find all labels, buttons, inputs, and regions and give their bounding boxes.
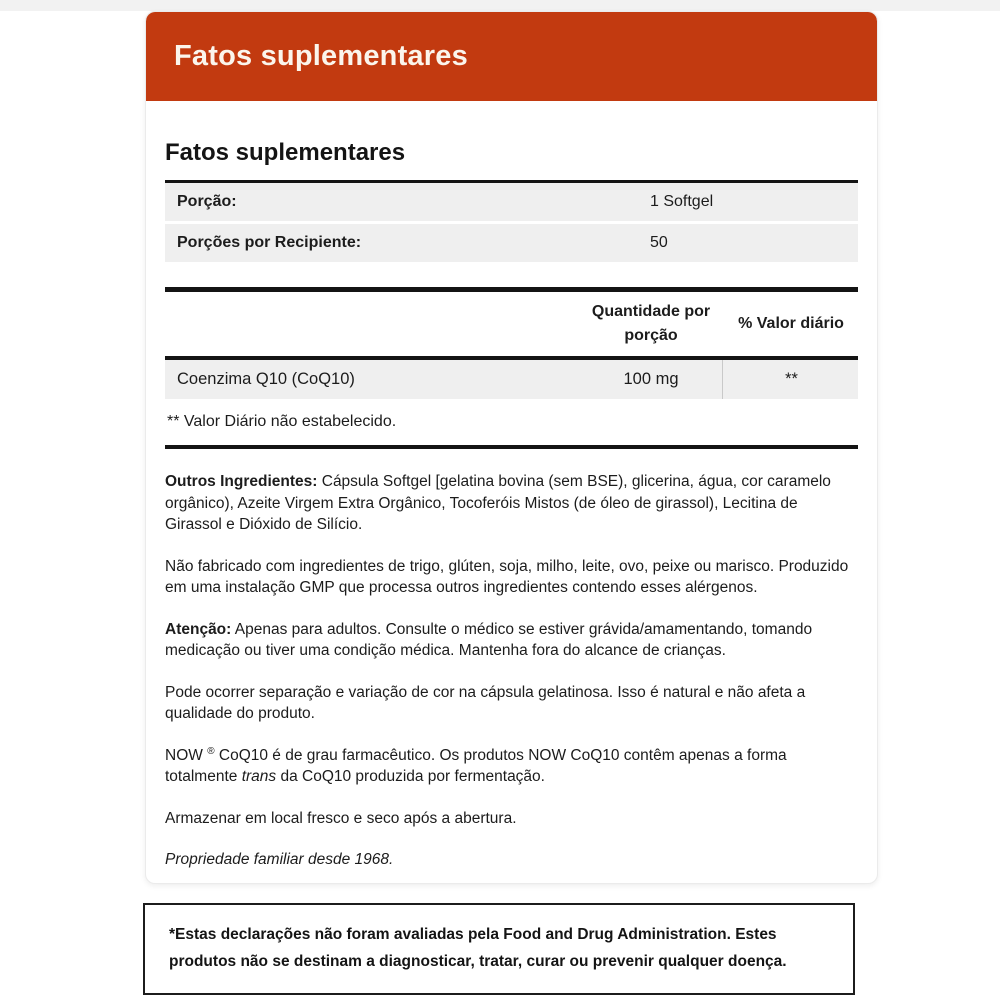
- caution-lead: Atenção:: [165, 620, 232, 638]
- brand-name: NOW: [165, 746, 203, 764]
- serving-size-row: [165, 183, 858, 221]
- other-ingredients-paragraph: [165, 471, 858, 536]
- pharmaceutical-grade-text-mid: CoQ10 é de grau farmacêutico. Os produtos NOW CoQ10 contêm apenas a forma totalmente: [165, 746, 787, 785]
- nutrient-table: [165, 287, 858, 449]
- other-ingredients-text: Cápsula Softgel [gelatina bovina (sem BSE), glicerina, água, cor caramelo orgânico), Azeite Virgem Extra Orgânico, Tocoferóis Mistos (de óleo de girassol), Lecitina de Girassol e Dióxido de Silício.: [165, 473, 831, 533]
- caution-text: Apenas para adultos. Consulte o médico se estiver grávida/amamentando, tomando medicação ou tiver uma condição médica. Mantenha fora do alcance de crianças.: [165, 620, 813, 659]
- registered-trademark-symbol: ®: [207, 745, 215, 757]
- serving-info-table: [165, 180, 858, 262]
- servings-per-container-row: [165, 224, 858, 262]
- fda-disclaimer-text: *Estas declarações não foram avaliadas pela Food and Drug Administration. Estes produtos não se destinam a diagnosticar, tratar, curar ou prevenir qualquer doença.: [169, 926, 787, 970]
- color-variation-text: Pode ocorrer separação e variação de cor na cápsula gelatinosa. Isso é natural e não afeta a qualidade do produto.: [165, 683, 806, 722]
- servings-per-container-value: 50: [650, 234, 668, 251]
- serving-size-value: 1 Softgel: [650, 193, 714, 210]
- nutrient-amount: 100 mg: [623, 370, 679, 388]
- other-ingredients-lead: Outros Ingredientes:: [165, 473, 318, 490]
- nutrient-name: Coenzima Q10 (CoQ10): [177, 370, 355, 388]
- panel-heading: Fatos suplementares: [165, 139, 406, 166]
- allergen-text: Não fabricado com ingredientes de trigo, glúten, soja, milho, leite, ovo, peixe ou marisco. Produzido em uma instalação GMP que processa outros ingredientes contendo esses alérgenos.: [165, 557, 849, 596]
- nutrient-table-header: [165, 292, 858, 360]
- amount-per-serving-header: Quantidade por porção: [591, 303, 711, 344]
- nutrient-row-coq10: [165, 360, 858, 399]
- supplement-facts-banner: [146, 12, 877, 101]
- storage-text: Armazenar em local fresco e seco após a abertura.: [165, 809, 517, 827]
- card-body: [146, 139, 877, 871]
- family-owned-paragraph: [165, 849, 858, 871]
- trans-italic-word: trans: [241, 768, 277, 785]
- pharmaceutical-grade-text-end: da CoQ10 produzida por fermentação.: [276, 768, 545, 785]
- daily-value-header: % Valor diário: [738, 315, 844, 332]
- banner-title: Fatos suplementares: [174, 40, 468, 72]
- allergen-paragraph: [165, 556, 858, 599]
- pharmaceutical-grade-paragraph: [165, 745, 858, 788]
- nutrient-daily-value: **: [722, 360, 860, 399]
- nutrient-name-header-spacer: [165, 300, 580, 348]
- storage-paragraph: [165, 808, 858, 830]
- fda-disclaimer-box: [143, 903, 855, 995]
- supplement-facts-card: [145, 11, 878, 884]
- info-paragraphs: [165, 471, 858, 871]
- top-divider-strip: [0, 0, 1000, 11]
- servings-per-container-label: Porções por Recipiente:: [177, 234, 362, 251]
- color-variation-paragraph: [165, 682, 858, 725]
- family-owned-text: Propriedade familiar desde 1968.: [165, 851, 394, 868]
- daily-value-footnote: ** Valor Diário não estabelecido.: [165, 401, 858, 449]
- caution-paragraph: [165, 619, 858, 662]
- serving-size-label: Porção:: [177, 193, 237, 210]
